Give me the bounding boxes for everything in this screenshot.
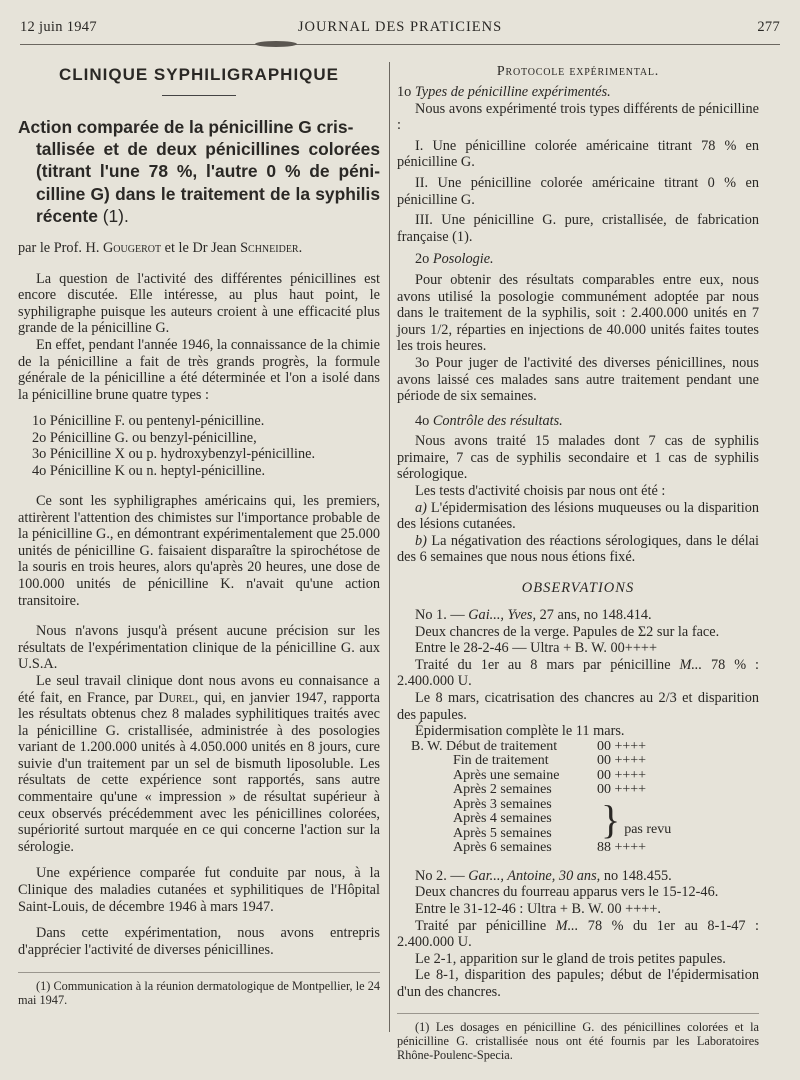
list-item: I. Une pénicilline colorée américaine titrant 78 % en pénicilline G. [397,137,759,171]
table-row: Après 3 semaines Après 4 semaines Après 5 semaines } pas revu [453,796,672,842]
paragraph-aim: Dans cette expérimentation, nous avons entrepris d'apprécier l'activité de diverses pénicillines. [18,925,380,958]
observation-2-line: Traité par pénicilline M... 78 % du 1er au 8-1-47 : 2.400.000 U. [397,917,760,951]
running-header [20,19,780,41]
list-item: 1o Pénicilline F. ou pentenyl-pénicilline. [32,413,265,430]
subheading-types: 1o Types de pénicilline expérimentés. [397,84,611,100]
page-number: 277 [757,19,780,35]
footnote-rule [397,1013,759,1014]
issue-date: 12 juin 1947 [20,19,97,35]
article-title-first: Action comparée de la pénicilline G cris- [18,117,354,137]
test-a: a) L'épidermisation des lésions muqueuses ou la disparition des lésions cutanées. [397,499,759,533]
journal-name: JOURNAL DES PRATICIENS [297,19,503,35]
paragraph-patients: Nous avons traité 15 malades dont 7 cas de syphilis primaire, 7 cas de syphilis secondaire et 1 cas de syphilis sérologique. [397,433,759,483]
paragraph-chemistry: En effet, pendant l'année 1946, la connaissance de la chimie de la pénicilline a fait de très grands progrès, la formule générale de la pénicilline a été déterminée et l'on a isolé dans la pénicilline brune quatre types : [18,336,380,403]
table-row: Fin de traitement 00 ++++ [453,753,647,769]
list-item: III. Une pénicilline G. pure, cristallisée, de fabrication française (1). [397,212,759,245]
list-item: II. Une pénicilline colorée américaine titrant 0 % en pénicilline G. [397,174,759,208]
observation-2-header: No 2. — Gar..., Antoine, 30 ans, no 148.455. [415,867,672,884]
observation-2-line: Deux chancres du fourreau apparus vers le 15-12-46. [415,884,719,901]
observation-1-line: Traité du 1er au 8 mars par pénicilline M... 78 % : 2.400.000 U. [397,656,759,690]
table-row: B. W. Début de traitement 00 ++++ [411,738,647,754]
paragraph-tests: Les tests d'activité choisis par nous ont été : [415,483,666,500]
section-title: CLINIQUE SYPHILIGRAPHIQUE [58,65,340,84]
right-column [397,60,759,1062]
table-row: Après 6 semaines 88 ++++ [453,840,647,856]
observation-2-line: Entre le 31-12-46 : Ultra + B. W. 00 ++++. [415,900,661,917]
observation-1-line: Épidermisation complète le 11 mars. [415,723,625,740]
footnote: (1) Les dosages en pénicilline G. des pénicillines colorées et la pénicilline G. cristallisée nous ont été fournis par les Laboratoires Rhône-Poulenc-Specia. [397,1019,759,1062]
observation-1-line: Le 8 mars, cicatrisation des chancres au 2/3 et disparition des papules. [397,690,759,723]
subheading-controle: 4o Contrôle des résultats. [415,412,563,429]
footnote-rule [18,972,380,973]
observation-1-header: No 1. — Gai..., Yves, 27 ans, no 148.414. [415,607,652,624]
observation-2-line: Le 2-1, apparition sur le gland de trois petites papules. [415,950,726,967]
paragraph-experiment: Une expérience comparée fut conduite par nous, à la Clinique des maladies cutanées et syphilitiques de l'Hôpital Saint-Louis, de décembre 1946 à mars 1947. [18,865,380,915]
header-ornament [255,41,297,47]
header-rule [20,44,780,45]
observation-1-line: Deux chancres de la verge. Papules de Σ2 sur la face. [415,623,720,640]
not-seen-label: pas revu [624,821,672,837]
paragraph-judge: 3o Pour juger de l'activité des diverses pénicillines, nous avons laissé ces malades sans autre traitement pendant une période de six semaines. [397,354,759,405]
author-gougerot: Gougerot [102,240,162,257]
title-footnote-ref: (1). [102,205,129,226]
observation-1-line: Entre le 28-2-46 — Ultra + B. W. 00++++ [415,640,658,657]
paragraph-durel: Le seul travail clinique dont nous avons eu connaisance a été fait, en France, par Durel, qui, en janvier 1947, rapporta les résultats obtenus chez 8 malades syphilitiques traités avec la pénicilline G. cristallisée, administrée à des posologies variant de 1.200.000 unités à 4.050.000 unités en 8 jours, cure suivie d'un traitement par un sel de bismuth liposoluble. Les résultats de cette expérience sont rapportés, sans autre commentaire qu'une « impression » de résultat supérieur à ceux observés précédemment avec les pénicillines colorées, supériorité surtout marquée en ce qui concerne l'action sur la sérologie. [18,672,381,855]
paragraph-intro: La question de l'activité des différentes pénicillines est encore discutée. Elle intéresse, au plus haut point, le syphiligraphe puisque les auteurs croient à une efficacité plus grande de la pénicilline G. [18,270,380,337]
list-item: 3o Pénicilline X ou p. hydroxybenzyl-pénicilline. [32,446,316,463]
byline: par le Prof. H. Gougerot et le Dr Jean Schneider. [18,240,303,257]
brace: } [601,796,621,842]
observation-2-line: Le 8-1, disparition des papules; début de l'épidermisation d'un des chancres. [397,967,759,1000]
subheading-posologie: 2o Posologie. [415,251,494,268]
paragraph-usa: Nous n'avons jusqu'à présent aucune précision sur les résultats de l'expérimentation clinique de la pénicilline G. aux U.S.A. [18,623,380,673]
test-b: b) La négativation des réactions sérologiques, dans le délai des 6 semaines que nous nous étions fixé. [397,532,760,566]
table-row: Après une semaine 00 ++++ [453,767,647,783]
paragraph-american: Ce sont les syphiligraphes américains qui, les premiers, attirèrent l'attention des chimistes sur l'importance probable de la pénicilline G., en démontrant expérimentalement que 25.000 unités de pénicilline G. faisaient disparaître la spirochétose de la souris en trois heures, alors qu'après 20 heures, une dose de 100.000 unités de pénicilline K. n'avait qu'une action transitoire. [18,492,380,609]
list-item: 2o Pénicilline G. ou benzyl-pénicilline, [32,429,257,446]
table-row: Après 2 semaines 00 ++++ [453,782,647,798]
article-title-rest: tallisée et de deux pénicillines colorées (titrant l'une 78 %, l'autre 0 % de péni-cilline G) dans le traitement de la syphilis récente (1). [36,139,380,226]
paragraph-posologie: Pour obtenir des résultats comparables entre eux, nous avons utilisé la posologie communément adoptée par nous dans le traitement de la syphilis, soit : 2.400.000 unités en 7 jours 1/2, réparties en injections de 40.000 unités faites toutes les trois heures. [397,271,759,355]
author-schneider: Schneider. [240,240,303,257]
observations-heading: OBSERVATIONS [521,580,635,597]
author-durel: Durel [158,689,195,706]
left-column [18,60,380,1007]
column-divider [389,62,390,1032]
serology-table [411,740,671,856]
footnote: (1) Communication à la réunion dermatologique de Montpellier, le 24 mai 1947. [18,979,380,1008]
protocol-heading: Protocole expérimental. [496,64,660,79]
article-title [18,116,380,227]
list-item: 4o Pénicilline K ou n. heptyl-pénicilline. [32,462,266,479]
paragraph-types-intro: Nous avons expérimenté trois types différents de pénicilline : [397,100,759,134]
title-rule [162,95,236,96]
